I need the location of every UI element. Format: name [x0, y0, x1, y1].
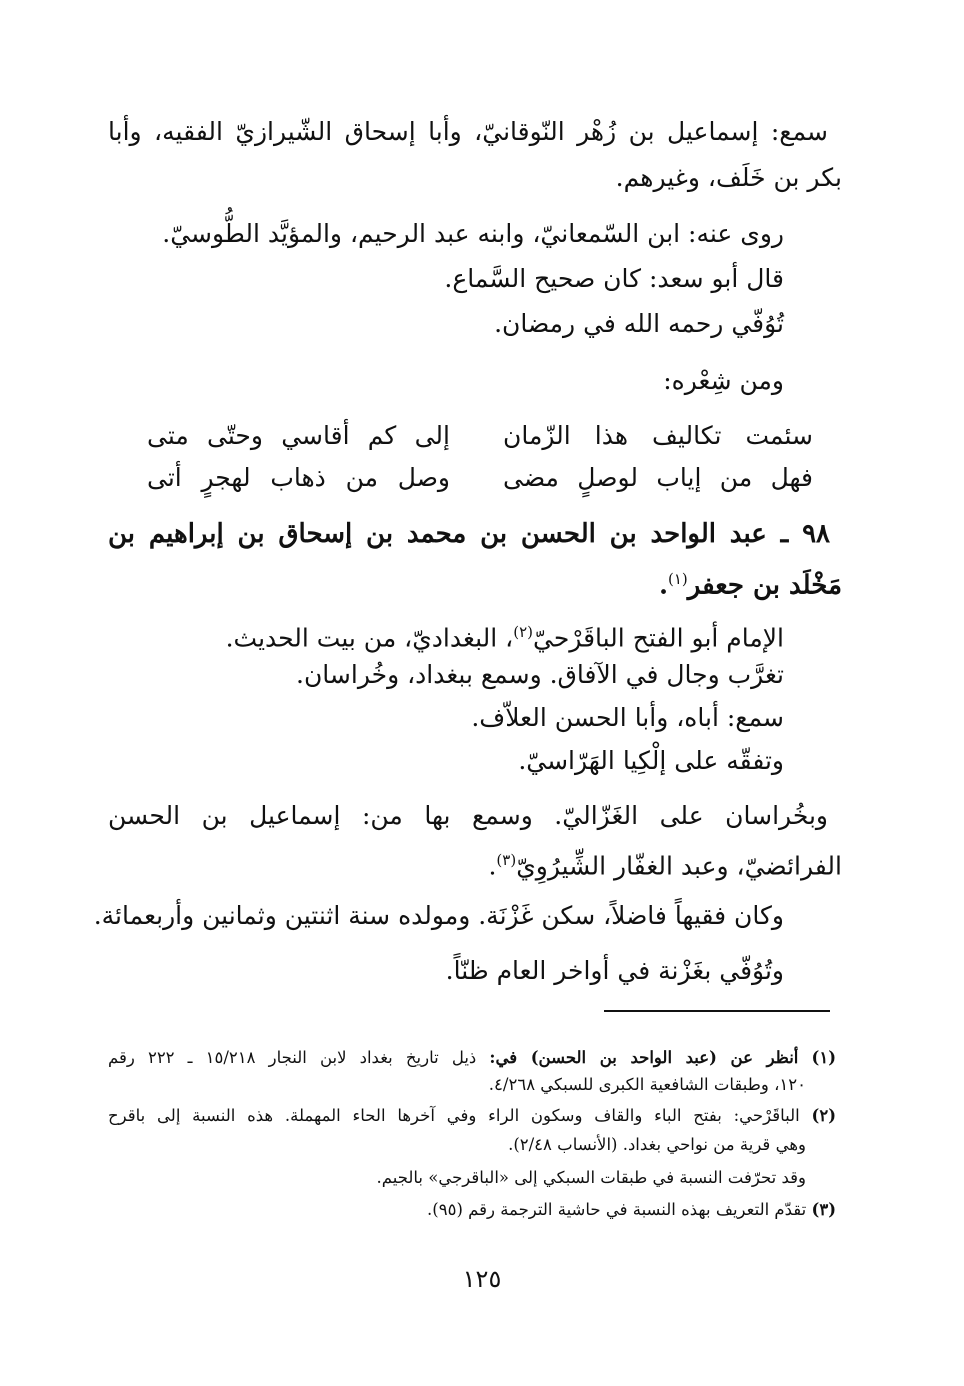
verse-1-second-hemistich: إلى كم أقاسي وحتّى متى: [147, 421, 450, 450]
footnote-ref-1: (١): [668, 570, 688, 588]
text-line-5: تُوُفّي رحمه الله في رمضان.: [494, 309, 784, 338]
footnote-1-text: ذيل تاريخ بغداد لابن النجار ١٥/٢١٨ ـ ٢٢٢ رقم: [108, 1048, 477, 1067]
footnote-3-number: (٣): [811, 1200, 836, 1219]
page-number: ١٢٥: [462, 1265, 502, 1293]
text-line-13: وكان فقيهاً فاضلاً، سكن غَزْنَة. ومولده سنة اثنتين وثمانين وأربعمائة.: [93, 901, 784, 930]
footnote-2-number: (٢): [811, 1106, 836, 1125]
text-line-9: سمع: أباه، وأبا الحسن العلاّف.: [471, 703, 784, 732]
text-line-11: وبخُراسان على الغَزّاليّ. وسمع بها من: إسماعيل بن الحسن: [108, 801, 828, 830]
entry-heading-line-2: [659, 563, 842, 602]
verse-1-first-hemistich: سئمت تكاليف هذا الزّمان: [503, 421, 813, 450]
text-line-7-start: الإمام أبو الفتح الباقَرْحيّ: [532, 623, 784, 653]
footnote-1-number: (١): [811, 1048, 837, 1067]
footnote-ref-3: (٣): [496, 851, 517, 869]
footnote-1-lead: أنظر عن (عبد الواحد بن الحسن) في:: [489, 1048, 799, 1067]
entry-heading-name: مَخْلَد بن جعفر: [687, 570, 842, 601]
footnote-2-line-3: وقد تحرّفت النسبة في طبقات السبكي إلى «الباقرجي» بالجيم.: [376, 1168, 806, 1187]
text-line-7: [226, 616, 784, 654]
text-line-12: [488, 844, 842, 882]
footnote-ref-2: (٢): [513, 623, 533, 641]
text-line-12-start: الفرائضيّ، وعبد الغفّار الشِّيرُوِيّ: [516, 851, 842, 881]
footnote-2-line-2: وهي قرية من نواحي بغداد. (الأنساب ٢/٤٨).: [508, 1135, 806, 1154]
footnote-separator: [604, 1010, 830, 1012]
footnote-3: [427, 1198, 836, 1222]
entry-heading-line-1: ٩٨ ـ عبد الواحد بن الحسن بن محمد بن إسحاق بن إبراهيم بن: [108, 519, 830, 549]
text-line-7-end: ، البغداديّ، من بيت الحديث.: [225, 623, 514, 653]
text-line-8: تغرَّب وجال في الآفاق. وسمع ببغداد، وخُراسان.: [296, 660, 784, 689]
footnote-1-line-1: [108, 1046, 836, 1070]
text-line-3: روى عنه: ابن السّمعانيّ، وابنه عبد الرحيم، والمؤيَّد الطُّوسيّ.: [162, 219, 784, 248]
poem-intro: ومن شِعْره:: [663, 366, 784, 395]
text-line-10: وتفقّه على إلْكِيا الهَرّاسيّ.: [518, 746, 784, 775]
text-line-14: وتُوُفّي بغَزْنة في أواخر العام ظنّاً.: [445, 956, 784, 985]
footnote-1-line-2: ١٢٠، وطبقات الشافعية الكبرى للسبكي ٤/٢٦٨.: [488, 1075, 806, 1094]
footnote-2-text: الباقَرْحي: بفتح الباء والقاف وسكون الراء وفي آخرها الحاء المهملة. هذه النسبة إلى باقرح: [108, 1106, 800, 1125]
footnote-3-text: تقدّم التعريف بهذه النسبة في حاشية الترجمة رقم (٩٥).: [427, 1200, 807, 1219]
text-line-2: بكر بن خَلَف، وغيرهم.: [615, 163, 842, 192]
verse-2-second-hemistich: وصل من ذهاب لهجرٍ أتى: [147, 463, 450, 492]
verse-2-first-hemistich: فهل من إياب لوصلٍ مضى: [503, 463, 813, 492]
text-line-12-end: .: [488, 851, 497, 881]
text-line-4: قال أبو سعد: كان صحيح السَّماع.: [444, 264, 784, 293]
text-line-1: سمع: إسماعيل بن زُهْر النّوقانيّ، وأبا إسحاق الشّيرازيّ الفقيه، وأبا: [108, 117, 828, 146]
footnote-2-line-1: [108, 1104, 836, 1128]
entry-heading-period: .: [658, 570, 668, 601]
